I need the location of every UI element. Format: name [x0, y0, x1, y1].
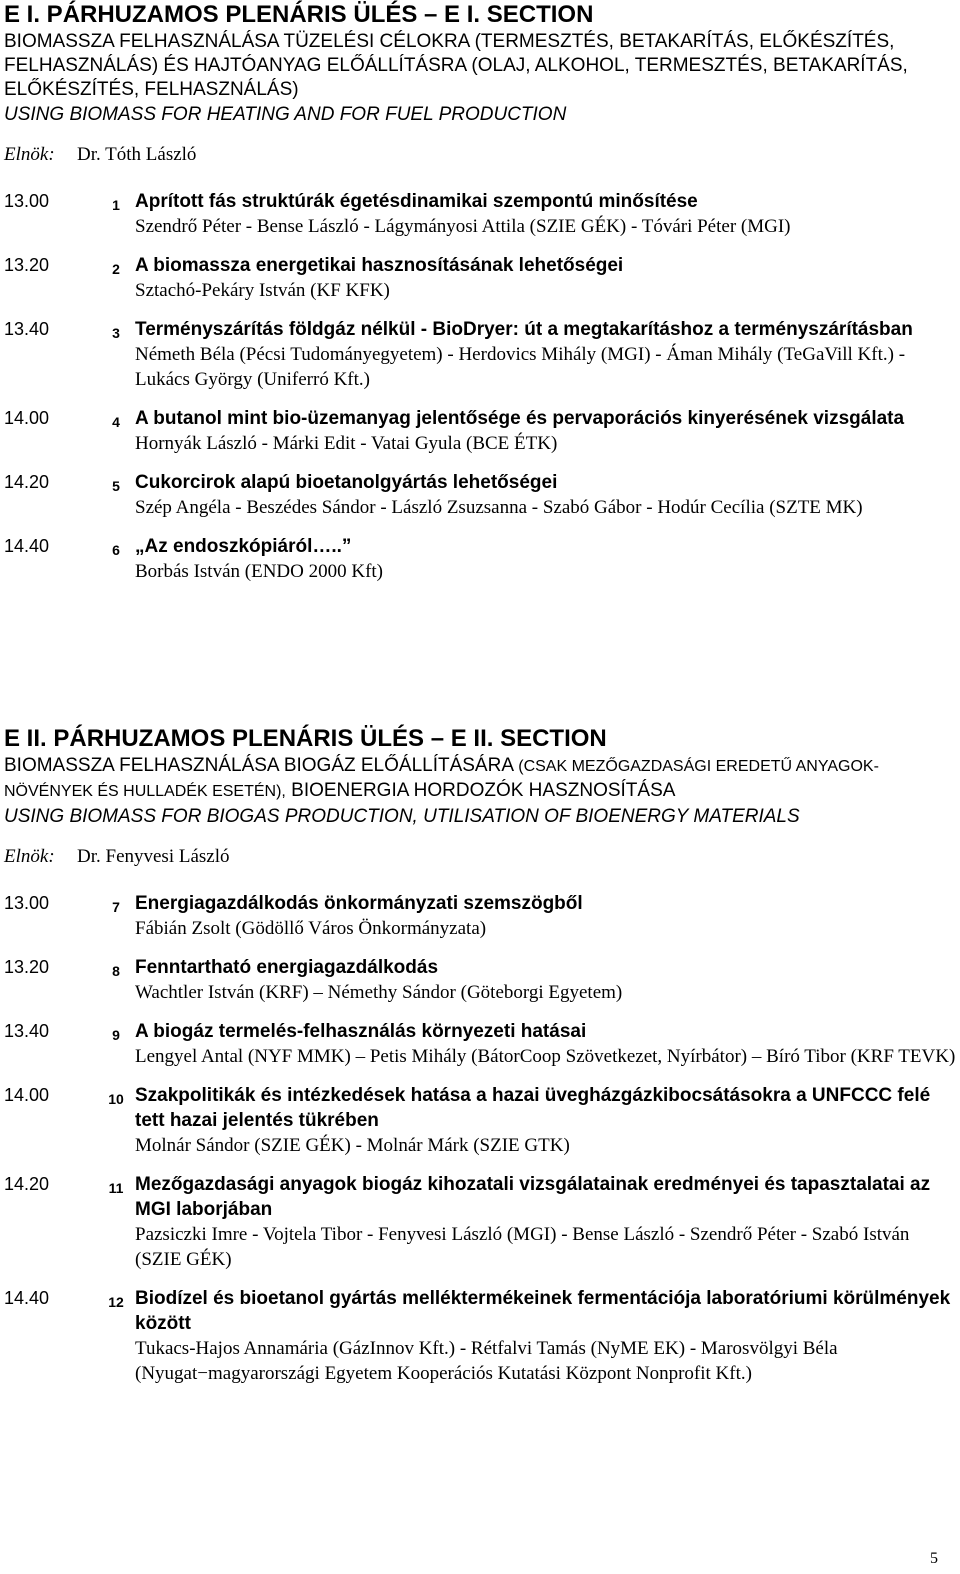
- section-subtitle: [4, 30, 956, 102]
- talk-title: Mezőgazdasági anyagok biogáz kihozatali vizsgálatainak eredményei és tapasztalatai az MGI laborjában: [135, 1174, 931, 1220]
- section-subtitle-text: BIOMASSZA FELHASZNÁLÁSA TÜZELÉSI CÉLOKRA (TERMESZTÉS, BETAKARÍTÁS, ELŐKÉSZÍTÉS, FELHASZNÁLÁS) ÉS HAJTÓANYAG ELŐÁLLÍTÁSRA (OLAJ, ALKOHOL, TERMESZTÉS, BETAKARÍTÁS, ELŐKÉSZÍTÉS, FELHASZNÁLÁS): [4, 31, 908, 100]
- talk-authors: Tukacs-Hajos Annamária (GázInnov Kft.) - Rétfalvi Tamás (NyME EK) - Marosvölgyi Béla (Nyugat−magyarországi Egyetem Kooperációs Kutatási Központ Nonprofit Kft.): [135, 1338, 838, 1384]
- talk-item: [4, 470, 956, 520]
- talk-number: 10: [108, 1091, 124, 1107]
- talk-authors: Szép Angéla - Beszédes Sándor - László Zsuzsanna - Szabó Gábor - Hodúr Cecília (SZTE MK): [135, 497, 863, 518]
- talk-authors: Borbás István (ENDO 2000 Kft): [135, 561, 384, 582]
- talk-authors: Sztachó-Pekáry István (KF KFK): [135, 280, 390, 301]
- talk-title: Fenntartható energiagazdálkodás: [135, 957, 439, 978]
- talk-authors: Fábián Zsolt (Gödöllő Város Önkormányzata): [135, 918, 487, 939]
- talk-title: Aprított fás struktúrák égetésdinamikai szempontú minősítése: [135, 191, 698, 212]
- talk-item: [4, 406, 956, 456]
- talk-item: [4, 317, 956, 392]
- page-number: 5: [930, 1550, 938, 1567]
- section-e2: [4, 724, 956, 1400]
- talk-item: [4, 1286, 956, 1386]
- chair: [4, 845, 956, 869]
- talk-number: 4: [112, 414, 120, 430]
- talk-time: 14.40: [4, 1288, 50, 1308]
- section-subtitle-end: BIOENERGIA HORDOZÓK HASZNOSÍTÁSA: [291, 780, 676, 801]
- talk-number: 5: [112, 478, 120, 494]
- talk-title: A biogáz termelés-felhasználás környezeti hatásai: [135, 1021, 587, 1042]
- chair-label: Elnök:: [4, 846, 55, 867]
- talk-time: 14.20: [4, 472, 50, 492]
- section-subtitle: [4, 754, 956, 804]
- talk-title: Terményszárítás földgáz nélkül - BioDryer: út a megtakarításhoz a terményszárításban: [135, 319, 913, 340]
- section-english-title: USING BIOMASS FOR HEATING AND FOR FUEL PRODUCTION: [4, 104, 567, 125]
- talk-number: 12: [108, 1294, 124, 1310]
- talk-authors: Molnár Sándor (SZIE GÉK) - Molnár Márk (SZIE GTK): [135, 1135, 570, 1156]
- talk-time: 13.20: [4, 957, 50, 977]
- talk-item: [4, 955, 956, 1005]
- talk-number: 9: [112, 1027, 120, 1043]
- section-e1: [4, 0, 956, 598]
- talk-item: [4, 1172, 956, 1272]
- chair-name: Dr. Tóth László: [77, 144, 197, 165]
- talk-time: 14.00: [4, 1085, 50, 1105]
- talk-authors: Németh Béla (Pécsi Tudományegyetem) - Herdovics Mihály (MGI) - Áman Mihály (TeGaVill Kft.) - Lukács György (Uniferró Kft.): [135, 344, 906, 390]
- talk-time: 13.40: [4, 1021, 50, 1041]
- section-english-title: USING BIOMASS FOR BIOGAS PRODUCTION, UTILISATION OF BIOENERGY MATERIALS: [4, 806, 800, 827]
- talk-time: 14.40: [4, 536, 50, 556]
- talk-authors: Wachtler István (KRF) – Némethy Sándor (Göteborgi Egyetem): [135, 982, 623, 1003]
- talk-number: 1: [112, 197, 120, 213]
- chair: [4, 143, 956, 167]
- talk-title: A biomassza energetikai hasznosításának lehetőségei: [135, 255, 624, 276]
- talk-title: Cukorcirok alapú bioetanolgyártás lehetőségei: [135, 472, 558, 493]
- talk-number: 2: [112, 261, 120, 277]
- talk-title: A butanol mint bio-üzemanyag jelentősége és pervaporációs kinyerésének vizsgálata: [135, 408, 905, 429]
- talk-number: 8: [112, 963, 120, 979]
- talk-item: [4, 1083, 956, 1158]
- talk-title: „Az endoszkópiáról…..”: [135, 536, 352, 557]
- chair-label: Elnök:: [4, 144, 55, 165]
- talk-time: 14.00: [4, 408, 50, 428]
- section-title: E I. PÁRHUZAMOS PLENÁRIS ÜLÉS – E I. SECTION: [4, 1, 594, 28]
- talk-title: Energiagazdálkodás önkormányzati szemszögből: [135, 893, 583, 914]
- talk-time: 14.20: [4, 1174, 50, 1194]
- talk-number: 7: [112, 899, 120, 915]
- talk-item: [4, 1019, 956, 1069]
- chair-name: Dr. Fenyvesi László: [77, 846, 230, 867]
- talk-item: [4, 253, 956, 303]
- talk-title: Szakpolitikák és intézkedések hatása a hazai üvegházgázkibocsátásokra a UNFCCC felé tett hazai jelentés tükrében: [135, 1085, 931, 1131]
- talk-authors: Lengyel Antal (NYF MMK) – Petis Mihály (BátorCoop Szövetkezet, Nyírbátor) – Bíró Tibor (KRF TEVK): [135, 1046, 956, 1067]
- talk-authors: Szendrő Péter - Bense László - Lágymányosi Attila (SZIE GÉK) - Tóvári Péter (MGI): [135, 216, 791, 237]
- talk-title: Biodízel és bioetanol gyártás melléktermékeinek fermentációja laboratóriumi körülmények között: [135, 1288, 951, 1334]
- talk-authors: Hornyák László - Márki Edit - Vatai Gyula (BCE ÉTK): [135, 433, 558, 454]
- talk-number: 11: [108, 1180, 124, 1196]
- talk-number: 6: [112, 542, 120, 558]
- section-subtitle-note: (CSAK MEZŐGAZDASÁGI EREDETŰ ANYAGOK-NÖVÉNYEK ÉS HULLADÉK ESETÉN),: [4, 758, 879, 800]
- talk-item: [4, 891, 956, 941]
- talk-number: 3: [112, 325, 120, 341]
- talk-item: [4, 189, 956, 239]
- talk-item: [4, 534, 956, 584]
- section-title: E II. PÁRHUZAMOS PLENÁRIS ÜLÉS – E II. SECTION: [4, 725, 607, 752]
- talk-time: 13.00: [4, 191, 50, 211]
- talk-time: 13.00: [4, 893, 50, 913]
- talk-authors: Pazsiczki Imre - Vojtela Tibor - Fenyvesi László (MGI) - Bense László - Szendrő Péter - Szabó István (SZIE GÉK): [135, 1224, 910, 1270]
- talk-time: 13.40: [4, 319, 50, 339]
- section-subtitle-text: BIOMASSZA FELHASZNÁLÁSA BIOGÁZ ELŐÁLLÍTÁSÁRA: [4, 755, 513, 776]
- talk-time: 13.20: [4, 255, 50, 275]
